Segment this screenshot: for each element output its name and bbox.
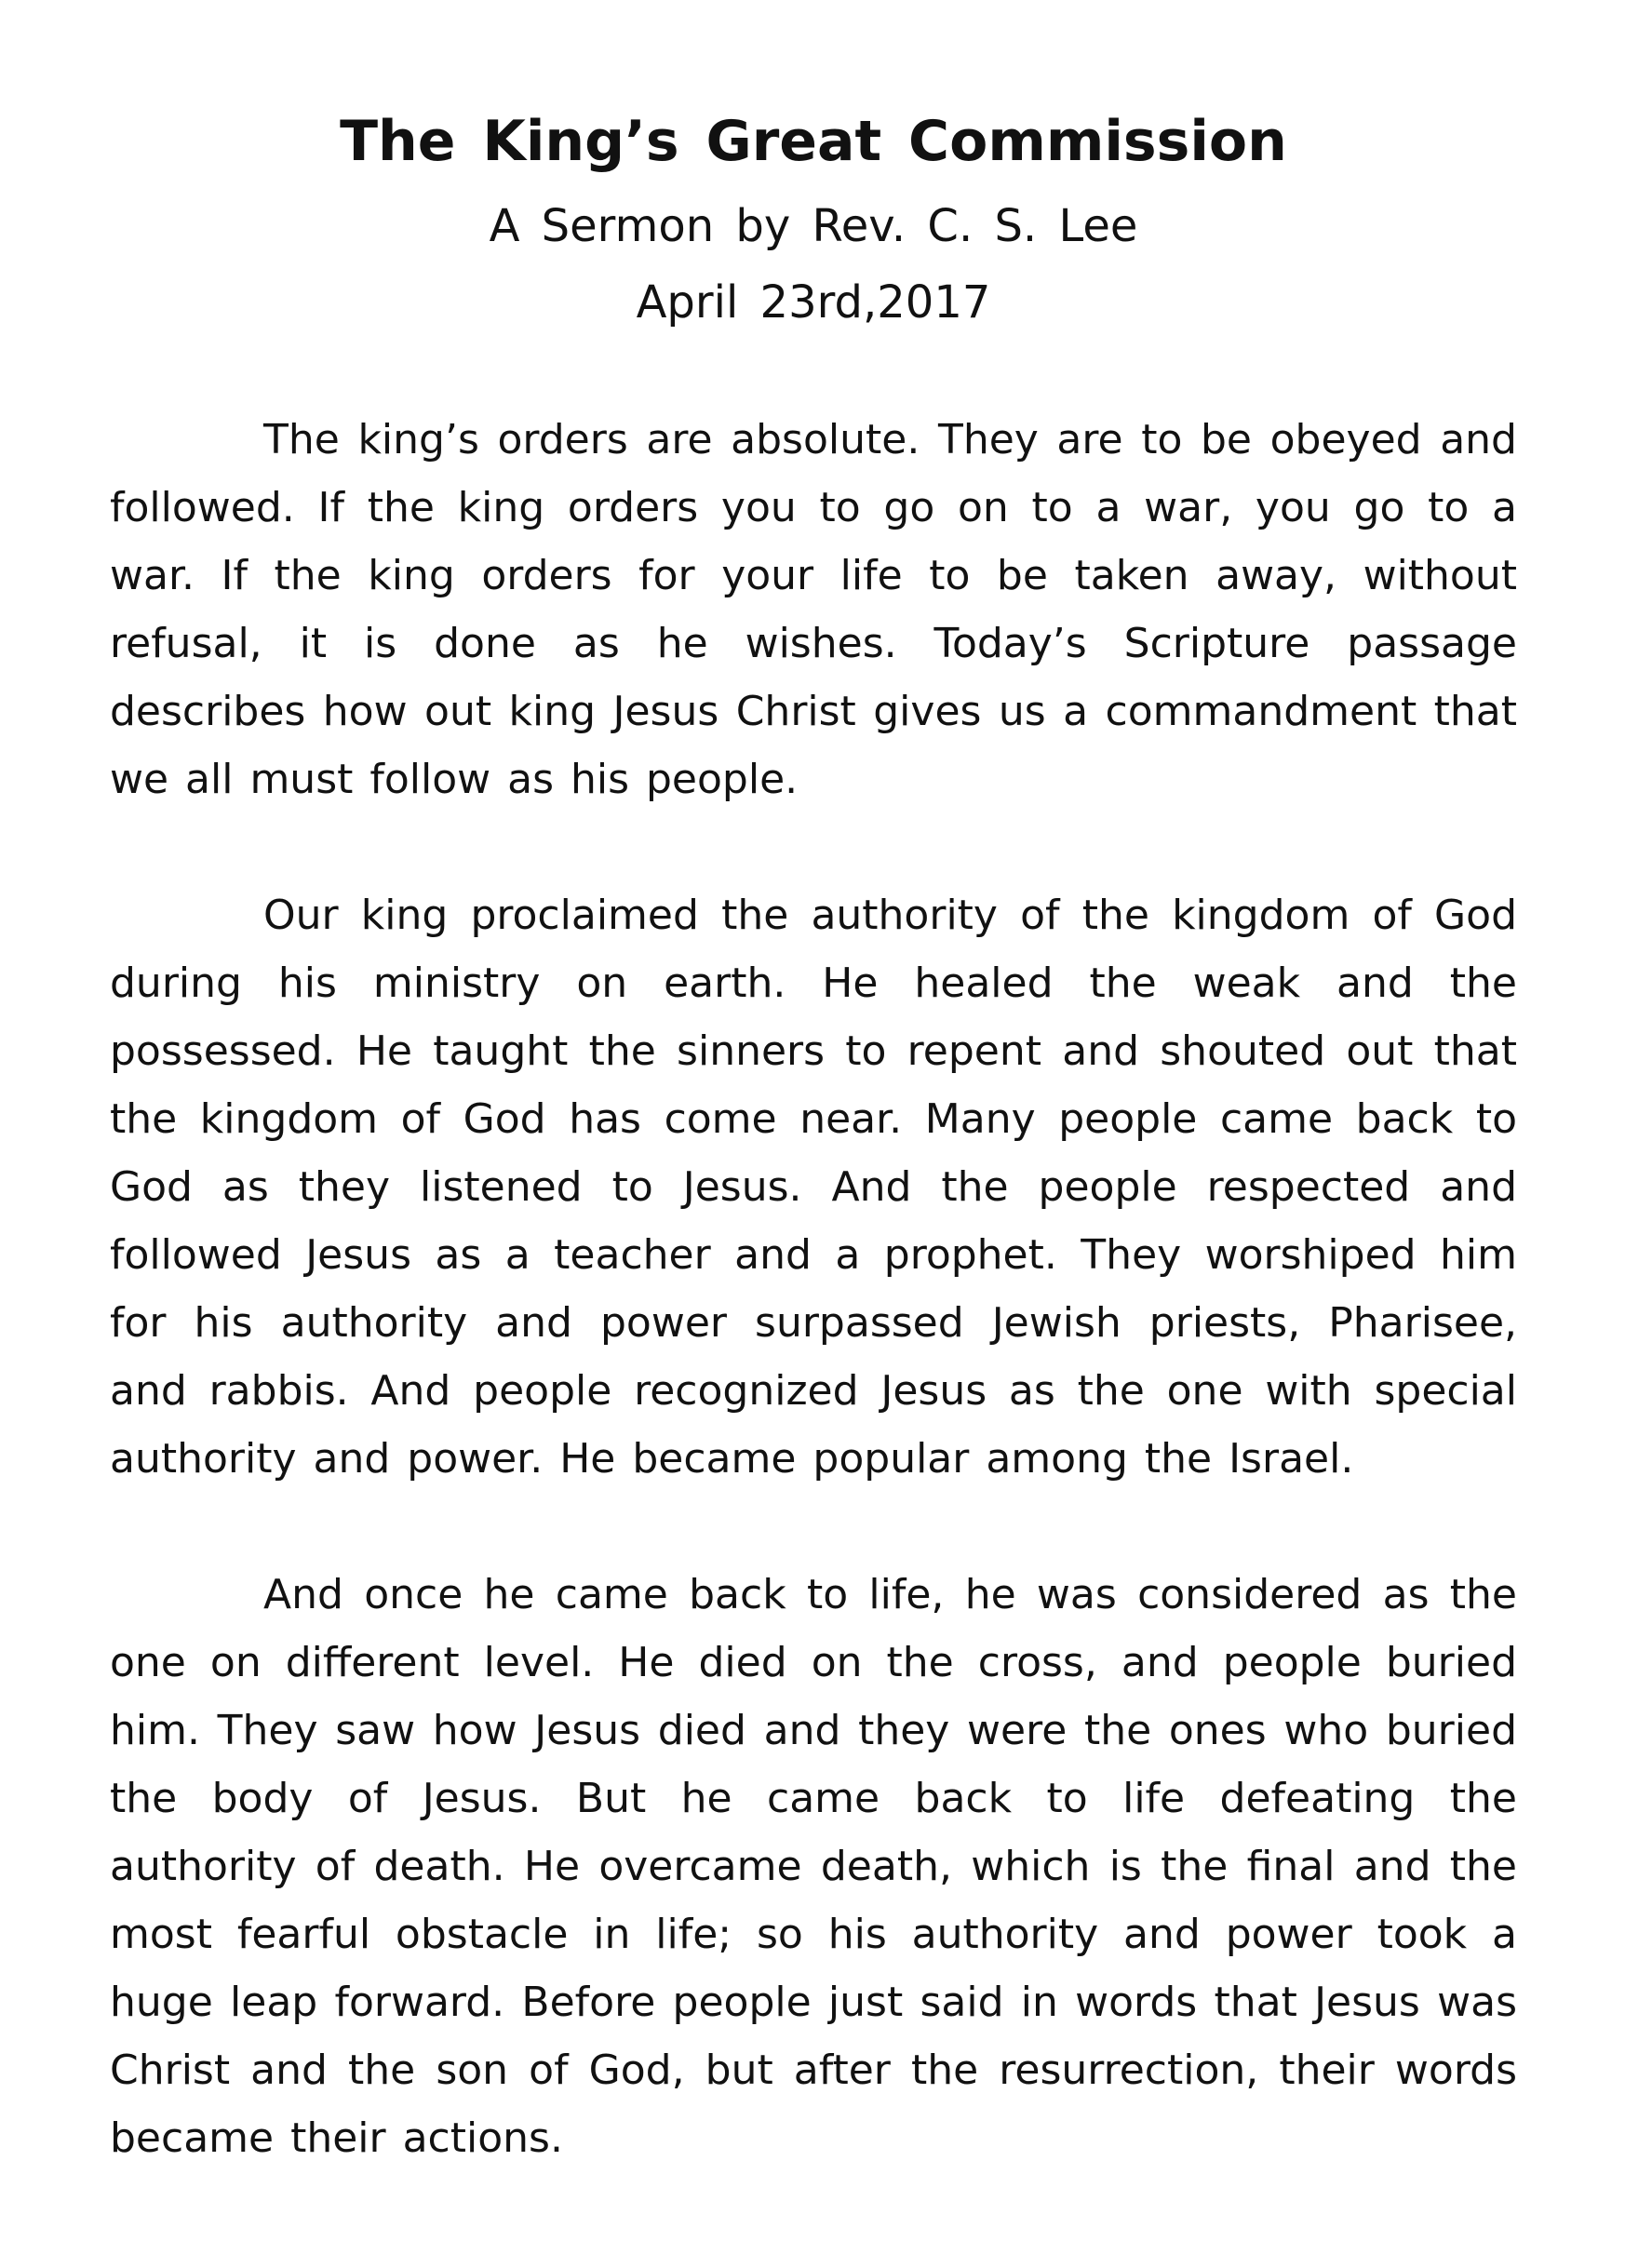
- author-line: A Sermon by Rev. C. S. Lee: [489, 200, 1138, 252]
- sermon-body: [110, 406, 1517, 2172]
- document-page: [110, 0, 1517, 2240]
- date-line: April 23rd,2017: [636, 276, 991, 329]
- paragraph-1: The king’s orders are absolute. They are to be obeyed and followed. If the king orders you to go on to a war, you go to a war. If the king orders for your life to be taken away, without refusal, it is done as he wishes. Today’s Scripture passage describes how out king Jesus Christ gives us a commandment that we all must follow as his people.: [110, 416, 1517, 803]
- document-title: The King’s Great Commission: [340, 109, 1287, 174]
- paragraph-3: And once he came back to life, he was considered as the one on different level. He died on the cross, and people buried him. They saw how Jesus died and they were the ones who buried the body of Jesus. But he came back to life defeating the authority of death. He overcame death, which is the final and the most fearful obstacle in life; so his authority and power took a huge leap forward. Before people just said in words that Jesus was Christ and the son of God, but after the resurrection, their words became their actions.: [110, 1571, 1517, 2162]
- paragraph-2: Our king proclaimed the authority of the kingdom of God during his ministry on earth. He healed the weak and the possessed. He taught the sinners to repent and shouted out that the kingdom of God has come near. Many people came back to God as they listened to Jesus. And the people respected and followed Jesus as a teacher and a prophet. They worshiped him for his authority and power surpassed Jewish priests, Pharisee, and rabbis. And people recognized Jesus as the one with special authority and power. He became popular among the Israel.: [110, 892, 1517, 1483]
